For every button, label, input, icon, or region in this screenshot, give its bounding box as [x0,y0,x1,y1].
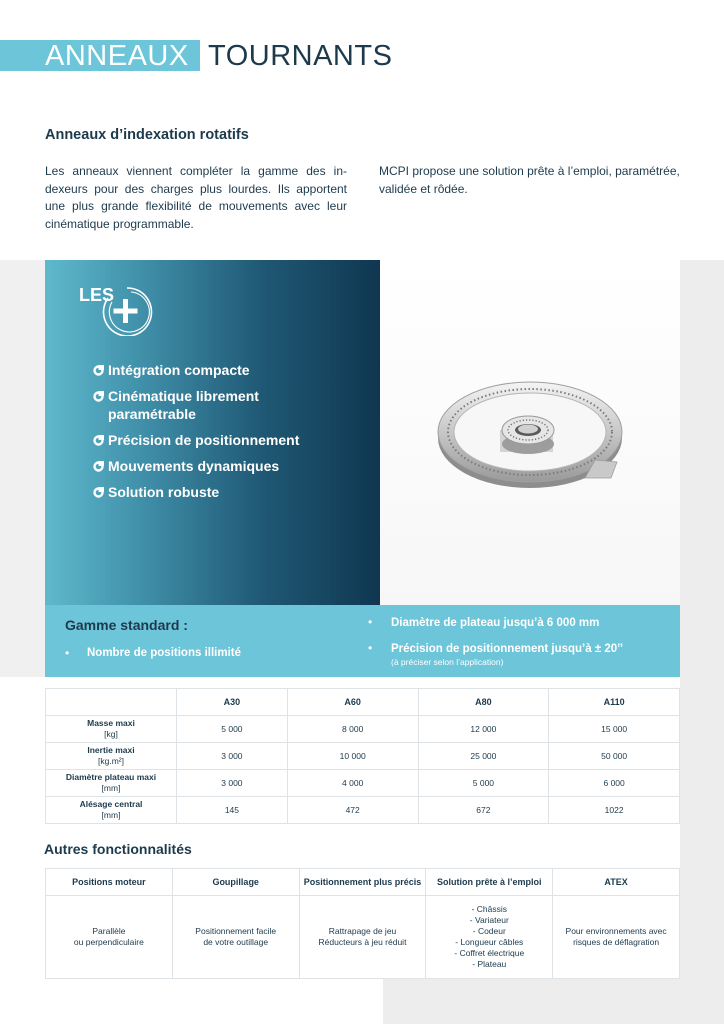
table-cell: 8 000 [287,716,418,743]
table-header: Positionnement plus précis [299,869,426,896]
row-label: Inertie maxi [kg.m²] [46,743,177,770]
gamme-band [45,605,680,677]
rotary-ring-image [425,360,635,500]
background-panel [383,978,680,1024]
page-title-highlight: ANNEAUX [45,40,189,72]
advantage-item [93,431,353,449]
table-cell: 6 000 [549,770,680,797]
table-cell: 672 [418,797,549,824]
table-cell: - Châssis - Variateur - Codeur - Longueur câbles - Coffret électrique - Plateau [426,896,553,979]
table-cell: 145 [177,797,288,824]
advantage-item [93,483,353,501]
gamme-item: Précision de positionnement jusqu’à ± 20’’ [391,643,624,655]
table-header: A60 [287,689,418,716]
advantage-item [93,361,353,379]
table-cell: 3 000 [177,743,288,770]
gamme-item: Nombre de positions illimité [87,647,241,659]
bullet-icon [93,391,104,402]
table-cell: 12 000 [418,716,549,743]
advantage-text: Mouvements dynamiques [108,458,280,474]
table-row [46,716,680,743]
advantages-label: LES [79,285,115,305]
background-panel [0,260,45,605]
bullet-icon [93,461,104,472]
table-cell: Parallèle ou perpendiculaire [46,896,173,979]
bullet-icon: • [368,641,373,655]
table-header: A30 [177,689,288,716]
table-header: ATEX [553,869,680,896]
table-row [46,743,680,770]
advantage-text: Cinématique librement paramétrable [108,388,259,422]
bullet-icon [93,487,104,498]
gamme-item: Diamètre de plateau jusqu’à 6 000 mm [391,617,600,629]
background-panel [0,605,45,677]
gamme-title: Gamme standard : [65,617,188,633]
table-cell: 10 000 [287,743,418,770]
row-label: Alésage central [mm] [46,797,177,824]
bullet-icon: • [65,646,70,660]
table-row [46,797,680,824]
advantage-item [93,457,353,475]
table-cell: 5 000 [418,770,549,797]
table-row [46,896,680,979]
bullet-icon: • [368,615,373,629]
advantage-text: Intégration compacte [108,362,250,378]
features-title: Autres fonctionnalités [44,841,192,857]
intro-paragraph-right: MCPI propose une solution prête à l’emploi, paramétrée, validée et rôdée. [379,164,680,196]
advantage-text: Précision de positionnement [108,432,300,448]
table-header: Positions moteur [46,869,173,896]
table-header: Solution prête à l’emploi [426,869,553,896]
table-header-row [46,689,680,716]
table-cell: 50 000 [549,743,680,770]
features-table [45,868,680,979]
table-cell: Pour environnements avec risques de déflagration [553,896,680,979]
page-title: TOURNANTS [208,40,393,72]
table-cell: 4 000 [287,770,418,797]
table-cell: Rattrapage de jeu Réducteurs à jeu réduit [299,896,426,979]
table-cell: 25 000 [418,743,549,770]
table-header: Goupillage [172,869,299,896]
table-cell: 472 [287,797,418,824]
table-header-row [46,869,680,896]
table-cell: 3 000 [177,770,288,797]
bullet-icon [93,435,104,446]
background-panel [680,260,724,1024]
section-heading: Anneaux d’indexation rotatifs [45,127,249,143]
table-cell: 5 000 [177,716,288,743]
gamme-note: (à préciser selon l’application) [391,657,504,667]
row-label: Diamètre plateau maxi [mm] [46,770,177,797]
row-label: Masse maxi [kg] [46,716,177,743]
table-header: A80 [418,689,549,716]
table-cell: Positionnement facile de votre outillage [172,896,299,979]
table-cell: 1022 [549,797,680,824]
advantage-text: Solution robuste [108,484,220,500]
table-header-empty [46,689,177,716]
plus-circle-icon [96,284,156,336]
specs-table [45,688,680,824]
intro-paragraph-left: Les anneaux viennent compléter la gamme des in-dexeurs pour des charges plus lourdes. Ils apportent une plus grande flexibilité de mouvements avec leur cinématique programmable. [45,164,347,231]
advantage-item [93,387,353,423]
table-header: A110 [549,689,680,716]
table-cell: 15 000 [549,716,680,743]
table-row [46,770,680,797]
bullet-icon [93,365,104,376]
